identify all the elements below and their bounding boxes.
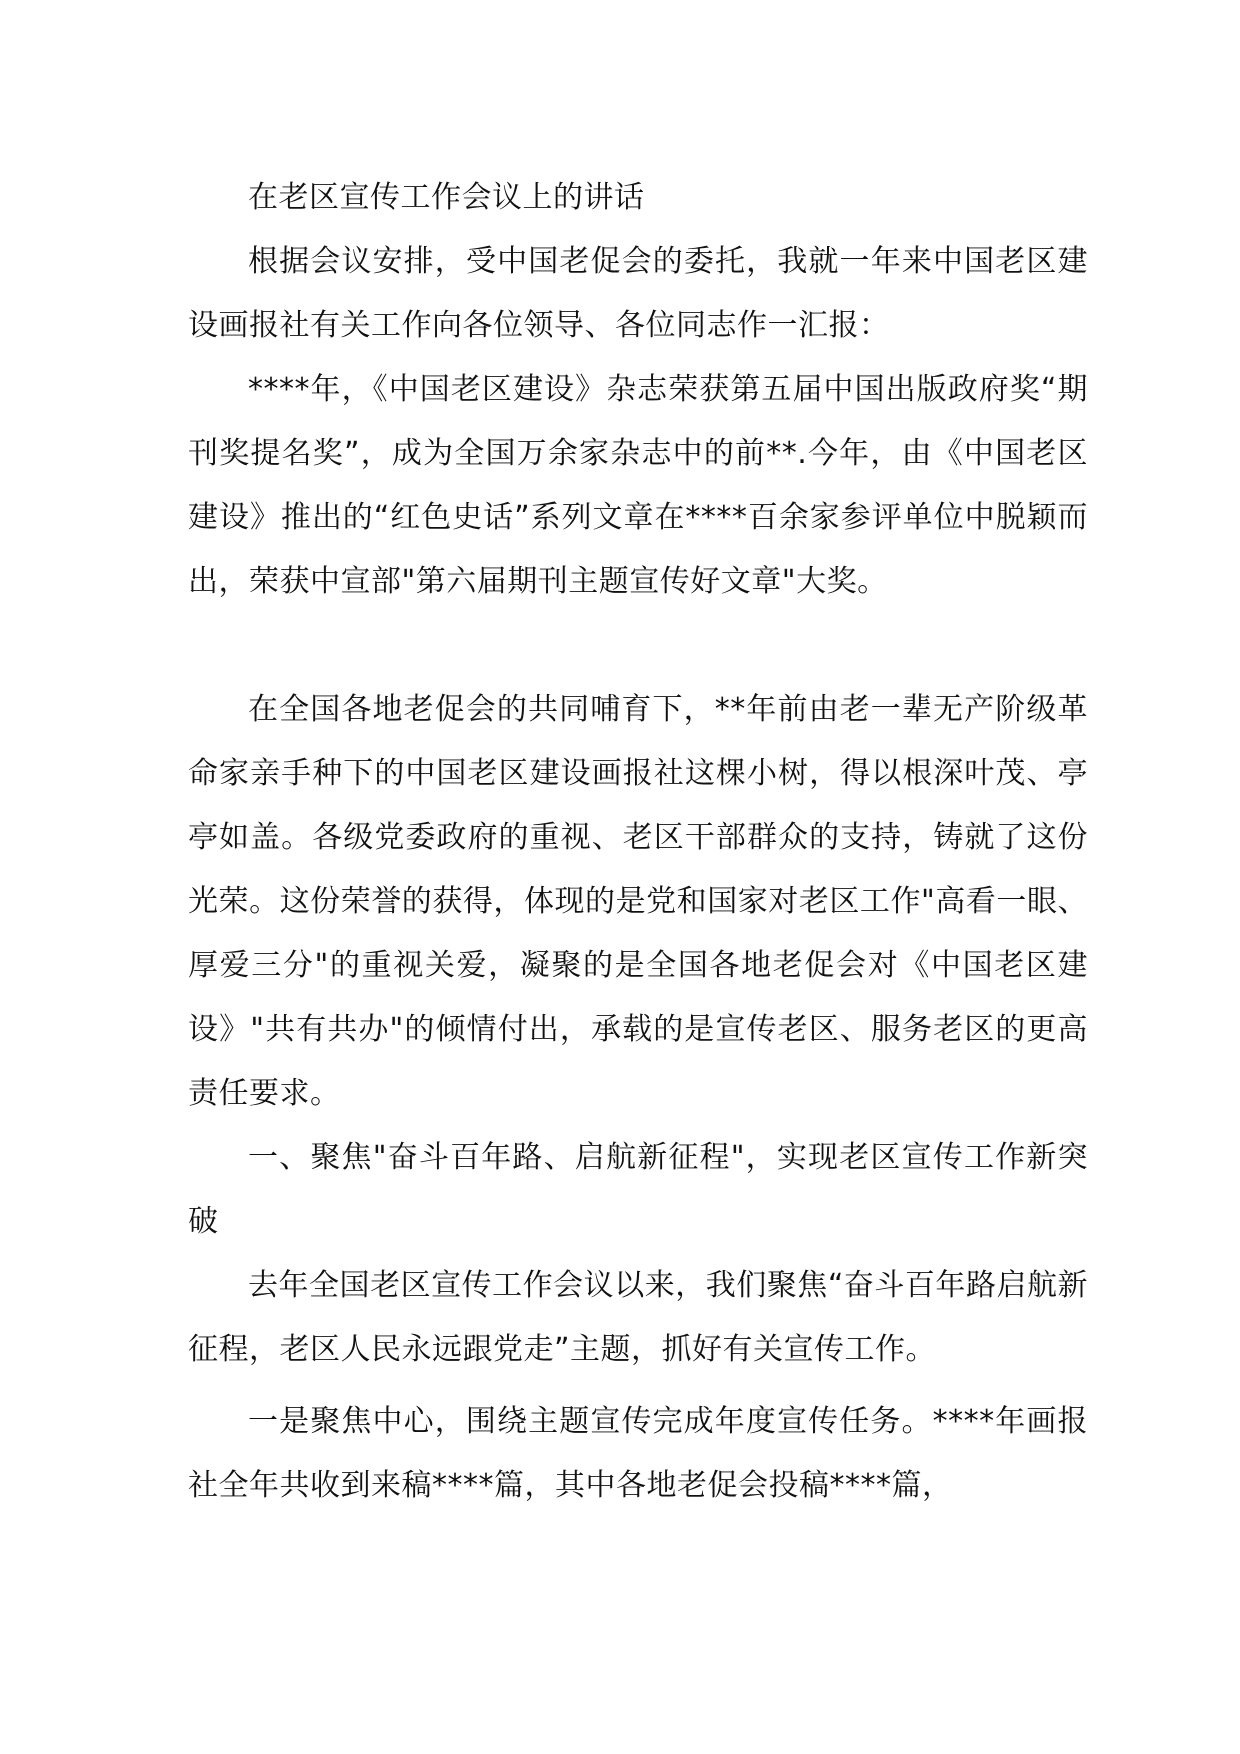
paragraph-theme: 去年全国老区宣传工作会议以来，我们聚焦“奋斗百年路启航新征程，老区人民永远跟党走”主题，抓好有关宣传工作。 [188, 1268, 1088, 1367]
paragraph-support: 在全国各地老促会的共同哺育下，**年前由老一辈无产阶级革命家亲手种下的中国老区建设画报社这棵小树，得以根深叶茂、亭亭如盖。各级党委政府的重视、老区干部群众的支持，铸就了这份光荣。这份荣誉的获得，体现的是党和国家对老区工作"高看一眼、厚爱三分"的重视关爱，凝聚的是全国各地老促会对《中国老区建设》"共有共办"的倾情付出，承载的是宣传老区、服务老区的更高责任要求。 [188, 692, 1088, 1111]
document-title: 在老区宣传工作会议上的讲话 [248, 180, 645, 215]
paragraph-intro: 根据会议安排，受中国老促会的委托，我就一年来中国老区建设画报社有关工作向各位领导、各位同志作一汇报： [188, 244, 1088, 343]
paragraph-focus: 一是聚焦中心，围绕主题宣传完成年度宣传任务。****年画报社全年共收到来稿****篇，其中各地老促会投稿****篇， [188, 1404, 1088, 1503]
paragraph-awards: ****年，《中国老区建设》杂志荣获第五届中国出版政府奖“期刊奖提名奖”，成为全国万余家杂志中的前**.今年，由《中国老区建设》推出的“红色史话”系列文章在****百余家参评单位中脱颖而出，荣获中宣部"第六届期刊主题宣传好文章"大奖。 [188, 372, 1088, 599]
section-heading-1: 一、聚焦"奋斗百年路、启航新征程"，实现老区宣传工作新突破 [188, 1140, 1088, 1239]
